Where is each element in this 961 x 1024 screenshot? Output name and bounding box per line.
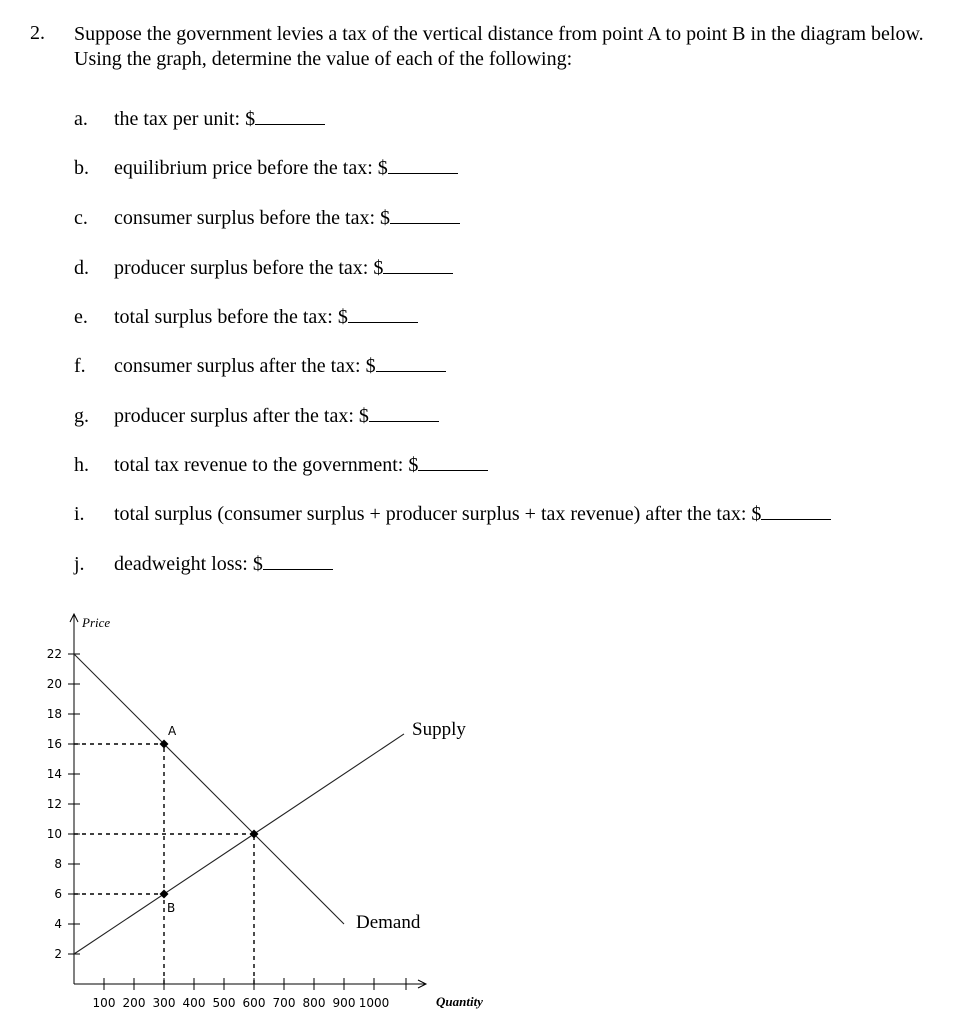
x-tick-label: 800 — [302, 996, 326, 1010]
item-letter: i. — [74, 503, 85, 525]
question-item — [74, 255, 453, 281]
question-item — [74, 501, 831, 527]
x-tick-label: 900 — [332, 996, 356, 1010]
x-tick-label: 600 — [242, 996, 266, 1010]
question-number: 2. — [30, 22, 45, 44]
item-text: producer surplus before the tax: $ — [114, 257, 384, 279]
answer-blank[interactable] — [348, 304, 418, 323]
item-letter: g. — [74, 405, 89, 427]
item-text: deadweight loss: $ — [114, 553, 263, 575]
item-letter: c. — [74, 207, 88, 229]
x-tick-label: 700 — [272, 996, 296, 1010]
item-letter: a. — [74, 108, 88, 130]
item-text: equilibrium price before the tax: $ — [114, 157, 388, 179]
item-letter: d. — [74, 257, 89, 279]
point-a-label: A — [168, 724, 177, 738]
y-tick-label: 12 — [46, 797, 62, 811]
answer-blank[interactable] — [390, 205, 460, 224]
y-tick-label: 20 — [46, 677, 62, 691]
item-letter: h. — [74, 454, 89, 476]
item-text: total tax revenue to the government: $ — [114, 454, 419, 476]
item-text: consumer surplus before the tax: $ — [114, 207, 391, 229]
item-text: producer surplus after the tax: $ — [114, 405, 369, 427]
question-text: Suppose the government levies a tax of the vertical distance from point A to point B in the diagram below. Using the graph, determine the value of each of the following: — [74, 23, 924, 70]
question-item — [74, 551, 333, 577]
item-letter: e. — [74, 306, 88, 328]
question-item — [74, 304, 418, 330]
answer-blank[interactable] — [418, 452, 488, 471]
supply-curve — [74, 734, 404, 954]
demand-curve — [74, 654, 344, 924]
item-letter: f. — [74, 355, 86, 377]
y-tick-label: 4 — [54, 917, 62, 931]
item-text: total surplus before the tax: $ — [114, 306, 348, 328]
answer-blank[interactable] — [255, 106, 325, 125]
x-tick-label: 400 — [182, 996, 206, 1010]
y-tick-label: 22 — [46, 647, 62, 661]
answer-blank[interactable] — [761, 501, 831, 520]
item-text: the tax per unit: $ — [114, 108, 256, 130]
y-tick-label: 10 — [46, 827, 62, 841]
item-letter: j. — [74, 553, 85, 575]
y-tick-label: 14 — [46, 767, 62, 781]
x-tick-label: 200 — [122, 996, 146, 1010]
point-b-label: B — [167, 901, 176, 915]
answer-blank[interactable] — [369, 403, 439, 422]
supply-demand-chart — [0, 600, 961, 1024]
answer-blank[interactable] — [388, 155, 458, 174]
supply-label: Supply — [412, 718, 466, 740]
y-tick-label: 18 — [46, 707, 62, 721]
item-text: total surplus (consumer surplus + producer surplus + tax revenue) after the tax: $ — [114, 503, 762, 525]
x-tick-label: 300 — [152, 996, 176, 1010]
answer-blank[interactable] — [376, 353, 446, 372]
question-item — [74, 353, 446, 379]
demand-label: Demand — [356, 912, 421, 933]
question-item — [74, 403, 439, 429]
y-tick-label: 16 — [46, 737, 62, 751]
x-tick-label: 1000 — [358, 996, 390, 1010]
item-text: consumer surplus after the tax: $ — [114, 355, 376, 377]
y-tick-label: 2 — [54, 947, 62, 961]
point-b — [160, 890, 169, 899]
question-item — [74, 452, 488, 478]
x-tick-label: 100 — [92, 996, 116, 1010]
x-tick-label: 500 — [212, 996, 236, 1010]
question-item — [74, 205, 460, 231]
answer-blank[interactable] — [383, 255, 453, 274]
answer-blank[interactable] — [263, 551, 333, 570]
question-item — [74, 106, 325, 132]
y-tick-label: 6 — [54, 887, 62, 901]
y-tick-label: 8 — [54, 857, 62, 871]
x-axis-title: Quantity — [436, 994, 483, 1009]
item-letter: b. — [74, 157, 89, 179]
question-item — [74, 155, 458, 181]
y-axis-title: Price — [82, 615, 111, 630]
